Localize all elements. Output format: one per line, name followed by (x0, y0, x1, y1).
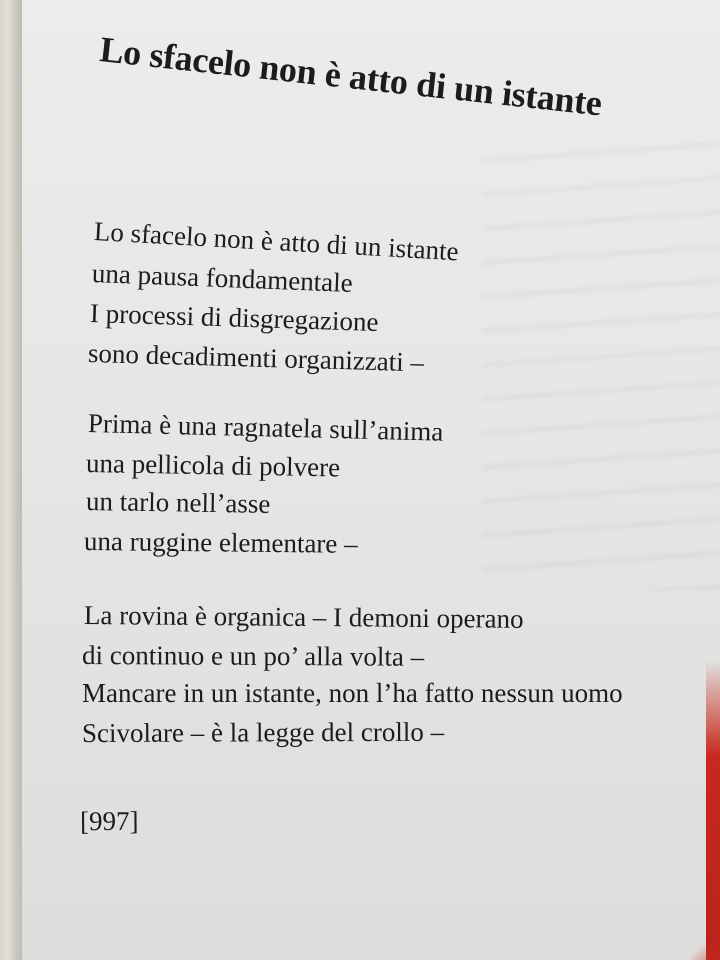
poem-line: I processi di disgregazione (89, 298, 380, 338)
poem-line: Prima è una ragnatela sull’anima (87, 408, 444, 447)
poem-line: Lo sfacelo non è atto di un istante (93, 216, 460, 267)
poem-title: Lo sfacelo non è atto di un istante (97, 29, 604, 124)
poem-line: Mancare in un istante, non l’ha fatto nessun uomo (82, 678, 623, 708)
poem-line: un tarlo nell’asse (85, 486, 271, 519)
poem-line: sono decadimenti organizzati – (87, 338, 425, 378)
poem-line: una ruggine elementare – (83, 526, 358, 559)
poem-line: La rovina è organica – I demoni operano (83, 600, 524, 634)
poem-line: una pellicola di polvere (85, 448, 341, 483)
poem-number: [997] (79, 805, 139, 837)
poem-line: Scivolare – è la legge del crollo – (81, 716, 445, 748)
poem-line: di continuo e un po’ alla volta – (81, 640, 425, 672)
poem-line: una pausa fondamentale (91, 258, 354, 299)
